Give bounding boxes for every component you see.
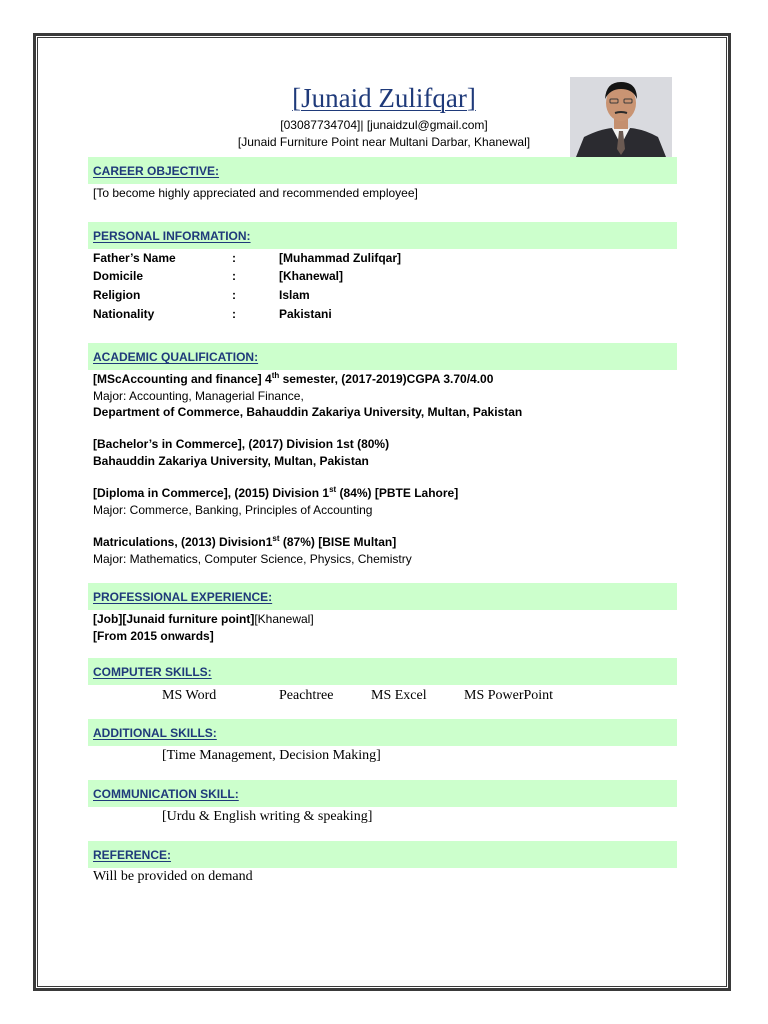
label-fathers-name: Father’s Name — [93, 251, 176, 265]
value-fathers-name: [Muhammad Zulifqar] — [279, 251, 401, 265]
label-nationality: Nationality — [93, 307, 155, 321]
job-line: [Job][Junaid furniture point][Khanewal] — [93, 612, 314, 626]
separator: : — [232, 251, 236, 265]
bcom-line: [Bachelor’s in Commerce], (2017) Division 1st (80%) — [93, 437, 390, 451]
section-title: COMPUTER SKILLS: — [93, 665, 212, 679]
section-title: PERSONAL INFORMATION: — [93, 229, 251, 243]
section-title: COMMUNICATION SKILL: — [93, 787, 239, 801]
reference-text: Will be provided on demand — [93, 869, 253, 884]
section-computer-skills — [88, 658, 677, 685]
section-professional-experience — [88, 583, 677, 610]
label-domicile: Domicile — [93, 269, 144, 283]
career-objective-text: [To become highly appreciated and recommended employee] — [93, 186, 418, 200]
value-domicile: [Khanewal] — [279, 269, 344, 283]
section-additional-skills — [88, 719, 677, 746]
separator: : — [232, 307, 236, 321]
value-nationality: Pakistani — [279, 307, 332, 321]
section-reference — [88, 841, 677, 868]
section-title: CAREER OBJECTIVE: — [93, 164, 220, 178]
candidate-name: [Junaid Zulifqar] — [292, 83, 476, 113]
section-title: ACADEMIC QUALIFICATION: — [93, 350, 259, 364]
section-personal-information — [88, 222, 677, 249]
diploma-major: Major: Commerce, Banking, Principles of Accounting — [93, 503, 373, 517]
section-academic-qualification — [88, 343, 677, 370]
separator: : — [232, 288, 236, 302]
label-religion: Religion — [93, 288, 141, 302]
contact-info: [03087734704]| [junaidzul@gmail.com] — [280, 118, 488, 132]
msc-major: Major: Accounting, Managerial Finance, — [93, 389, 304, 403]
separator: : — [232, 269, 236, 283]
matric-line: Matriculations, (2013) Division1st (87%) [BISE Multan] — [93, 534, 397, 549]
section-title: PROFESSIONAL EXPERIENCE: — [93, 590, 273, 604]
section-title: REFERENCE: — [93, 848, 172, 862]
job-period: [From 2015 onwards] — [93, 629, 214, 643]
matric-major: Major: Mathematics, Computer Science, Physics, Chemistry — [93, 552, 412, 566]
portrait-image — [570, 77, 672, 157]
section-career-objective — [88, 157, 677, 184]
additional-skills-text: [Time Management, Decision Making] — [162, 748, 381, 763]
profile-photo — [570, 77, 672, 157]
msc-institution: Department of Commerce, Bahauddin Zakariya University, Multan, Pakistan — [93, 405, 523, 419]
skill-item: MS Word — [162, 688, 217, 703]
skill-item: Peachtree — [279, 688, 334, 703]
skill-item: MS PowerPoint — [464, 688, 554, 703]
skill-item: MS Excel — [371, 688, 427, 703]
value-religion: Islam — [279, 288, 310, 302]
msc-line: [MScAccounting and finance] 4th semester, (2017-2019)CGPA 3.70/4.00 — [93, 371, 494, 386]
diploma-line: [Diploma in Commerce], (2015) Division 1st (84%) [PBTE Lahore] — [93, 485, 459, 500]
address: [Junaid Furniture Point near Multani Darbar, Khanewal] — [237, 135, 531, 149]
communication-skill-text: [Urdu & English writing & speaking] — [162, 809, 373, 824]
section-title: ADDITIONAL SKILLS: — [93, 726, 217, 740]
section-communication-skill — [88, 780, 677, 807]
bcom-institution: Bahauddin Zakariya University, Multan, Pakistan — [93, 454, 369, 468]
